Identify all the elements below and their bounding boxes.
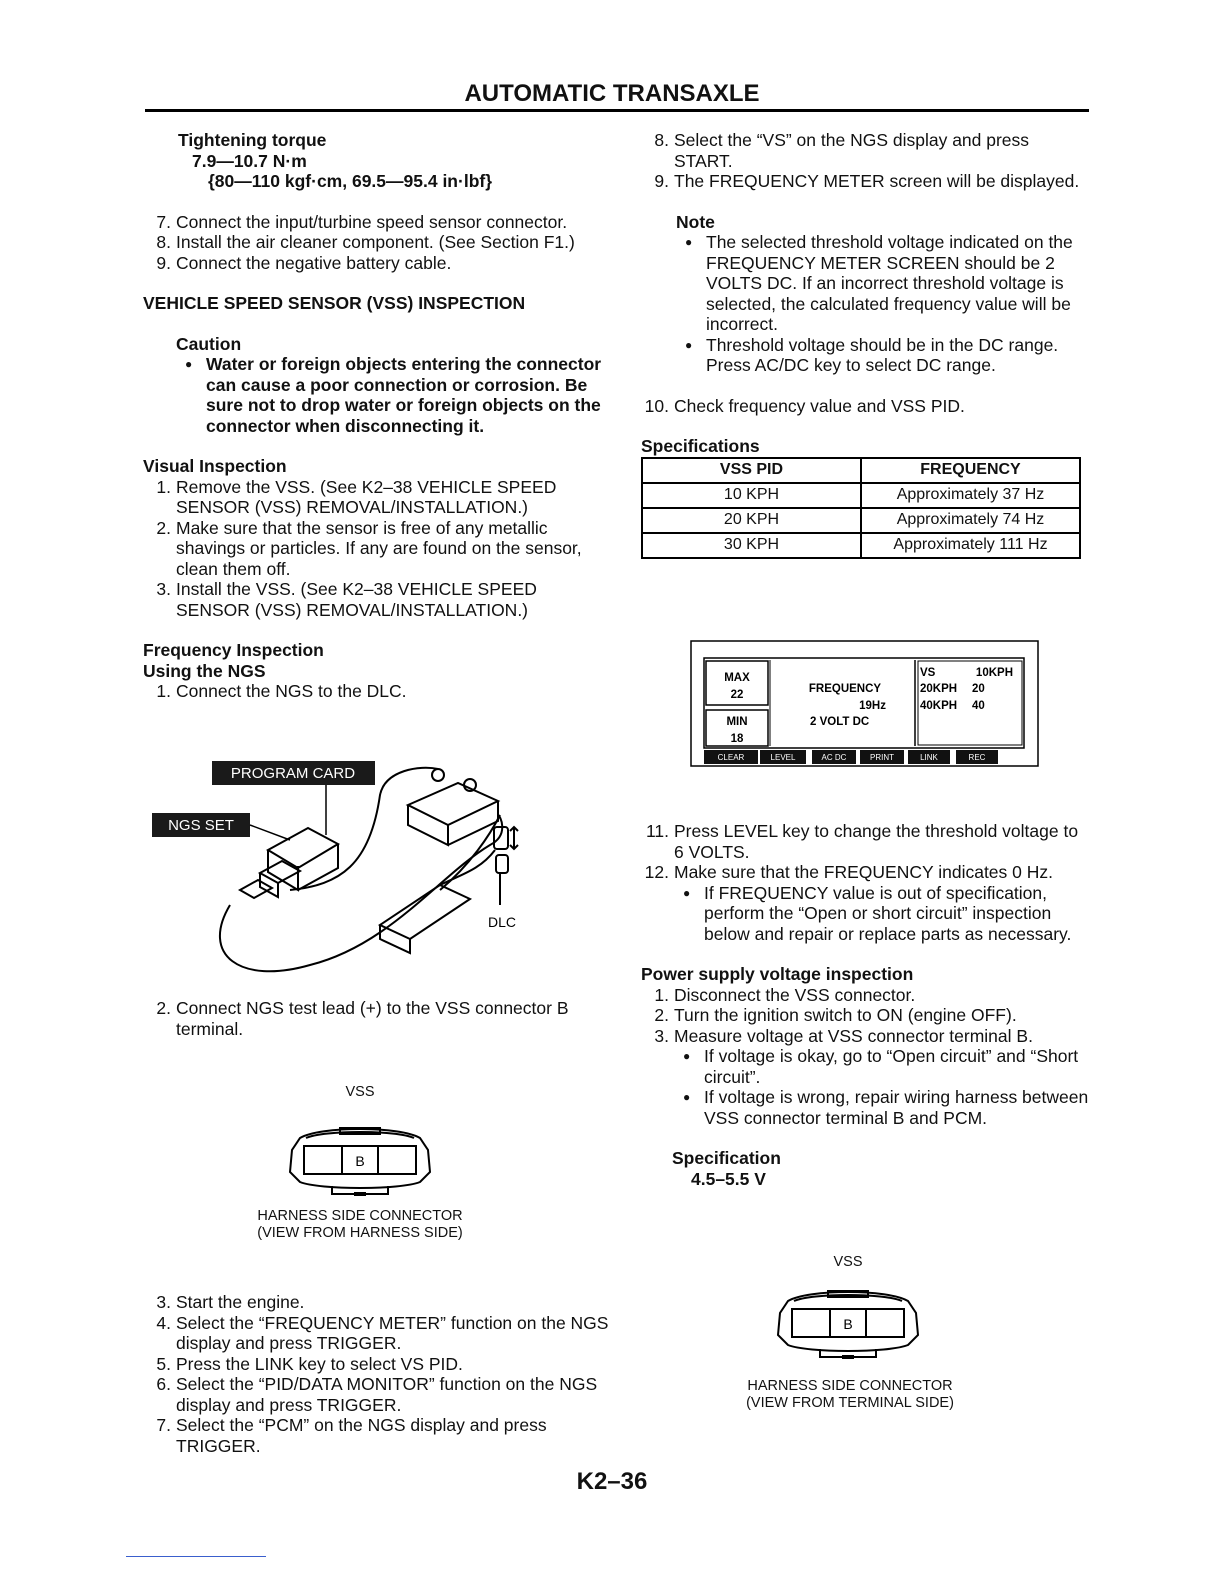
caution-text: ● Water or foreign objects entering the connector can cause a poor connection or corrosion. Be sure not to drop water or foreign objects on the connector when disconnecting it. [176, 354, 613, 436]
vs-value: 10KPH [975, 667, 1013, 679]
table-cell: 10 KPH [642, 483, 861, 508]
step12-bullet: ● If FREQUENCY value is out of specification, perform the “Open or short circuit” inspection below and repair or replace parts as necessary. [674, 883, 1091, 945]
install-steps [143, 212, 613, 274]
table-row [642, 508, 1080, 533]
list-item: 2. Make sure that the sensor is free of any metallic shavings or particles. If any are found on the sensor, clean them off. [156, 517, 582, 579]
right-column-lower [641, 821, 1091, 1189]
vss-connector-right-caption [710, 1378, 990, 1412]
header-rule [145, 109, 1089, 112]
list-item: 2. Turn the ignition switch to ON (engine OFF). [654, 1005, 1017, 1025]
table-cell: Approximately 111 Hz [861, 533, 1080, 558]
caption-line-1: HARNESS SIDE CONNECTOR [747, 1378, 953, 1394]
vss-connector-left-title: VSS [345, 1084, 375, 1100]
power-spec-value: 4.5–5.5 V [691, 1168, 766, 1189]
note-label: Note [676, 211, 715, 232]
ngs-set-label: NGS SET [168, 817, 234, 834]
ngs-frequency-meter-screen [690, 640, 1040, 770]
power-spec-label: Specification [672, 1148, 781, 1168]
frequency-label: FREQUENCY [808, 683, 882, 695]
frequency-value: 19Hz [859, 700, 886, 712]
vss-connector-left-caption [220, 1208, 500, 1242]
max-value: 22 [730, 689, 744, 701]
caution-label: Caution [176, 333, 242, 354]
table-header: FREQUENCY [861, 458, 1080, 483]
list-item: 1. Connect the NGS to the DLC. [156, 681, 407, 701]
table-cell: 30 KPH [642, 533, 861, 558]
level-key-label: LEVEL [770, 753, 796, 762]
using-ngs-heading: Using the NGS [143, 660, 266, 681]
left-column [143, 130, 613, 702]
torque-value-alt: {80—110 kgf·cm, 69.5—95.4 in·lbf} [208, 171, 493, 191]
torque-block [143, 130, 613, 192]
table-row [642, 533, 1080, 558]
list-item: 3. Measure voltage at VSS connector terminal B. [654, 1025, 1033, 1046]
torque-label: Tightening torque [178, 130, 327, 150]
frequency-inspection-heading: Frequency Inspection [143, 640, 324, 660]
list-item: 8. Select the “VS” on the NGS display and press START. [654, 130, 1030, 171]
list-item: 11. Press LEVEL key to change the threshold voltage to 6 VOLTS. [645, 821, 1079, 862]
section-heading-vss: VEHICLE SPEED SENSOR (VSS) INSPECTION [143, 293, 526, 313]
note-bullet: ● The selected threshold voltage indicated on the FREQUENCY METER SCREEN should be 2 VOLTS DC. If an incorrect threshold voltage is selected, the calculated frequency value will be incorrect. [676, 232, 1091, 335]
dlc-label: DLC [488, 914, 517, 930]
min-label: MIN [726, 716, 748, 728]
list-item: 4. Select the “FREQUENCY METER” function on the NGS display and press TRIGGER. [156, 1312, 609, 1353]
test-lead-cables [220, 768, 502, 971]
caption-line-2: (VIEW FROM TERMINAL SIDE) [746, 1395, 954, 1411]
vs-label: VS [920, 667, 936, 679]
vss-connector-left-diagram [280, 1120, 440, 1200]
link-key-label: LINK [920, 753, 938, 762]
threshold-voltage: 2 VOLT DC [810, 716, 870, 728]
caution-block [143, 334, 613, 437]
frequency-steps-3-7 [143, 1292, 613, 1456]
program-card-label: PROGRAM CARD [230, 765, 356, 782]
visual-inspection-heading: Visual Inspection [143, 456, 287, 476]
table-header: VSS PID [642, 458, 861, 483]
spec-table [641, 457, 1081, 559]
footer-link-line [126, 1556, 266, 1557]
table-row [642, 483, 1080, 508]
page-number: K2–36 [576, 1468, 648, 1495]
min-value: 18 [730, 733, 744, 745]
clear-key-label: CLEAR [717, 753, 745, 762]
row3-value: 40 [972, 700, 985, 712]
power-bullet: ● If voltage is wrong, repair wiring harness between VSS connector terminal B and PCM. [674, 1087, 1091, 1128]
rec-key-label: REC [968, 753, 986, 762]
list-item: 7. Connect the input/turbine speed sensor connector. [156, 211, 568, 232]
caption-line-2: (VIEW FROM HARNESS SIDE) [257, 1225, 463, 1241]
terminal-b-label: B [355, 1153, 365, 1169]
page-header-title: AUTOMATIC TRANSAXLE [464, 80, 760, 107]
vss-connector-right-diagram [768, 1283, 928, 1363]
right-column [641, 130, 1091, 559]
list-item: 1. Remove the VSS. (See K2–38 VEHICLE SPEED SENSOR (VSS) REMOVAL/INSTALLATION.) [156, 476, 557, 517]
list-item: 9. Connect the negative battery cable. [156, 252, 452, 273]
row3-label: 40KPH [920, 700, 958, 712]
table-cell: 20 KPH [642, 508, 861, 533]
power-bullet: ● If voltage is okay, go to “Open circuit” and “Short circuit”. [674, 1046, 1091, 1087]
list-item: 10. Check frequency value and VSS PID. [644, 395, 965, 416]
caption-line-1: HARNESS SIDE CONNECTOR [257, 1208, 463, 1224]
list-item: 7. Select the “PCM” on the NGS display and press TRIGGER. [156, 1415, 547, 1456]
note-bullet: ● Threshold voltage should be in the DC range. Press AC/DC key to select DC range. [676, 335, 1091, 376]
vss-connector-right-title: VSS [833, 1254, 863, 1270]
list-item: 5. Press the LINK key to select VS PID. [156, 1353, 463, 1374]
list-item: 3. Install the VSS. (See K2–38 VEHICLE SPEED SENSOR (VSS) REMOVAL/INSTALLATION.) [156, 579, 537, 620]
list-item: 3. Start the engine. [156, 1292, 305, 1312]
battery-icon [408, 769, 498, 845]
max-label: MAX [724, 672, 750, 684]
torque-value-nm: 7.9—10.7 N·m [192, 150, 307, 171]
power-supply-heading: Power supply voltage inspection [641, 964, 914, 984]
acdc-key-label: AC DC [821, 753, 847, 762]
note-block [641, 212, 1091, 376]
list-item: 6. Select the “PID/DATA MONITOR” function on the NGS display and press TRIGGER. [156, 1374, 598, 1415]
specifications-label: Specifications [641, 436, 760, 456]
list-item: 1. Disconnect the VSS connector. [654, 984, 916, 1005]
frequency-step-2 [143, 998, 613, 1039]
row2-label: 20KPH [920, 683, 958, 695]
list-item: 2. Connect NGS test lead (+) to the VSS connector B terminal. [156, 998, 569, 1039]
row2-value: 20 [972, 683, 985, 695]
list-item: 8. Install the air cleaner component. (See Section F1.) [156, 232, 575, 252]
list-item: 12. Make sure that the FREQUENCY indicates 0 Hz. [644, 862, 1053, 882]
table-cell: Approximately 37 Hz [861, 483, 1080, 508]
print-key-label: PRINT [870, 753, 894, 762]
ngs-tester-icon [240, 828, 338, 898]
list-item: 9. The FREQUENCY METER screen will be displayed. [654, 171, 1080, 191]
ngs-connection-diagram [140, 755, 580, 985]
power-spec-block [641, 1148, 1091, 1189]
table-header-row [642, 458, 1080, 483]
terminal-b-label: B [843, 1316, 853, 1332]
table-cell: Approximately 74 Hz [861, 508, 1080, 533]
